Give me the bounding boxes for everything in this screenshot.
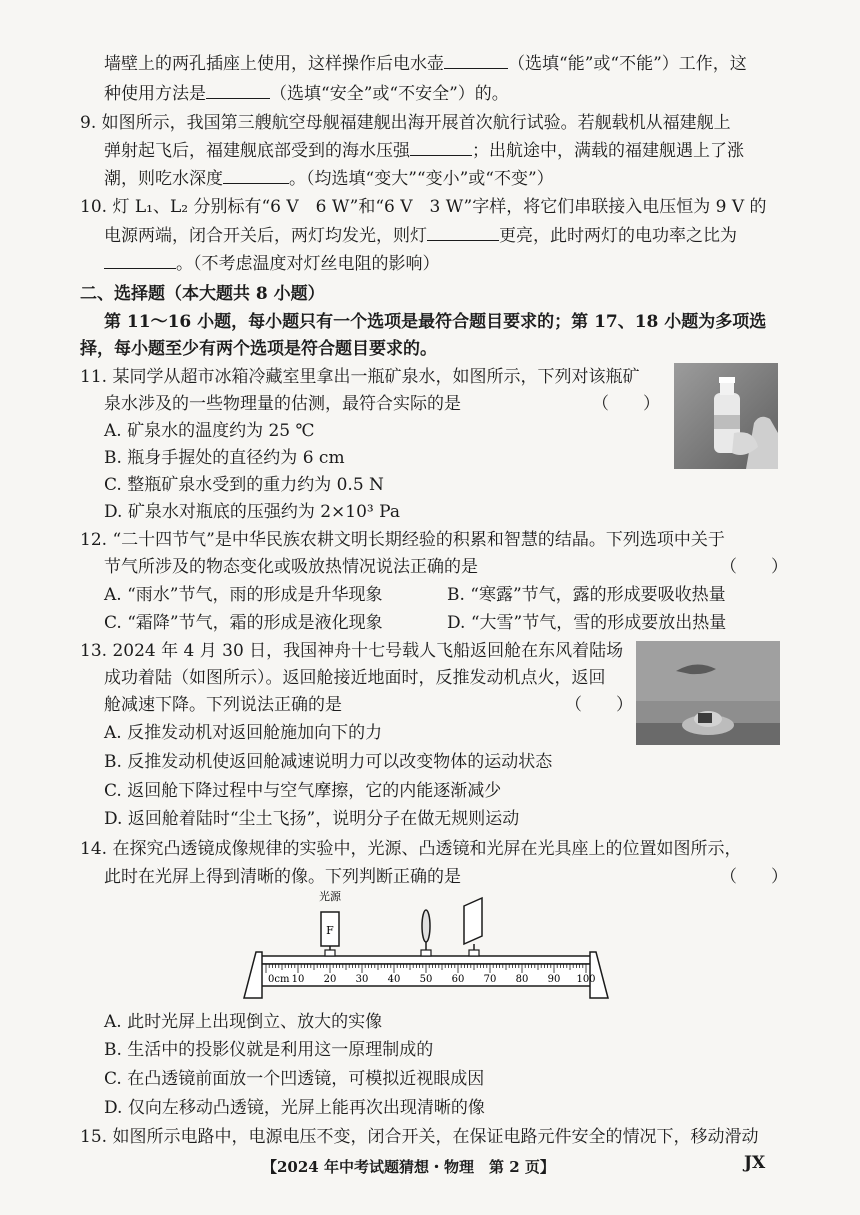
scale-tick-label: 40 bbox=[387, 974, 401, 985]
answer-paren[interactable]: （ ） bbox=[720, 867, 788, 887]
light-source-label: 光源 bbox=[319, 890, 341, 903]
scale-tick-label: 90 bbox=[547, 974, 561, 985]
answer-blank[interactable] bbox=[427, 226, 499, 241]
option-d: D. 矿泉水对瓶底的压强约为 2×10³ Pa bbox=[104, 502, 400, 522]
optical-bench-diagram bbox=[236, 890, 616, 1005]
option-d: D. 仅向左移动凸透镜，光屏上能再次出现清晰的像 bbox=[104, 1098, 485, 1118]
footer-code: JX bbox=[744, 1153, 766, 1173]
light-source-f-label: F bbox=[326, 924, 334, 937]
q10-line3: 。（不考虑温度对灯丝电阻的影响） bbox=[104, 253, 440, 275]
answer-paren[interactable]: （ ） bbox=[565, 695, 633, 715]
option-c: C. 整瓶矿泉水受到的重力约为 0.5 N bbox=[104, 475, 384, 495]
scale-tick-label: 100 bbox=[576, 974, 596, 985]
option-d: D. 返回舱着陆时“尘土飞扬”，说明分子在做无规则运动 bbox=[104, 809, 520, 829]
option-b: B. 生活中的投影仪就是利用这一原理制成的 bbox=[104, 1040, 434, 1060]
answer-blank[interactable] bbox=[206, 84, 270, 99]
q13-stem: 成功着陆（如图所示）。返回舱接近地面时，反推发动机点火，返回 bbox=[104, 668, 606, 688]
option-c: C. “霜降”节气，霜的形成是液化现象 bbox=[104, 613, 383, 633]
q9-line3: 潮，则吃水深度 。（均选填“变大”“变小”或“不变”） bbox=[104, 169, 554, 189]
water-bottle-photo bbox=[674, 363, 778, 469]
q8-line2: 种使用方法是 （选填“安全”或“不安全”）的。 bbox=[104, 84, 509, 104]
convex-lens bbox=[422, 910, 430, 942]
section-title: 二、选择题（本大题共 8 小题） bbox=[80, 284, 325, 304]
option-c: C. 在凸透镜前面放一个凹透镜，可模拟近视眼成因 bbox=[104, 1069, 485, 1089]
scale-tick-label: 70 bbox=[483, 974, 497, 985]
q12-stem: 节气所涉及的物态变化或吸放热情况说法正确的是 bbox=[104, 557, 478, 577]
scale-tick-label: 60 bbox=[451, 974, 465, 985]
q14-stem: 14. 在探究凸透镜成像规律的实验中，光源、凸透镜和光屏在光具座上的位置如图所示， bbox=[80, 839, 742, 859]
option-b: B. 瓶身手握处的直径约为 6 cm bbox=[104, 448, 345, 468]
q8-line1: 墙壁上的两孔插座上使用，这样操作后电水壶 （选填“能”或“不能”）工作，这 bbox=[104, 54, 747, 74]
q11-stem: 11. 某同学从超市冰箱冷藏室里拿出一瓶矿泉水，如图所示，下列对该瓶矿 bbox=[80, 367, 640, 387]
q14-stem: 此时在光屏上得到清晰的像。下列判断正确的是 bbox=[104, 867, 461, 887]
option-a: A. 矿泉水的温度约为 25 ℃ bbox=[104, 421, 315, 441]
scale-tick-label: 30 bbox=[355, 974, 369, 985]
scale-tick-label: 0cm bbox=[268, 974, 290, 985]
page-footer: 【2024 年中考试题猜想・物理 第 2 页】 bbox=[262, 1158, 555, 1176]
q15-stem: 15. 如图所示电路中，电源电压不变，闭合开关，在保证电路元件安全的情况下，移动滑动 bbox=[80, 1127, 759, 1147]
scale-tick-label: 50 bbox=[419, 974, 433, 985]
scale-tick-label: 20 bbox=[323, 974, 337, 985]
option-a: A. “雨水”节气，雨的形成是升华现象 bbox=[104, 585, 383, 605]
q13-stem: 舱减速下降。下列说法正确的是 bbox=[104, 695, 342, 715]
q11-stem: 泉水涉及的一些物理量的估测，最符合实际的是 bbox=[104, 394, 461, 414]
section-instructions: 择，每小题至少有两个选项是符合题目要求的。 bbox=[80, 339, 437, 359]
section-instructions: 第 11～16 小题，每小题只有一个选项是最符合题目要求的；第 17、18 小题为多项选 bbox=[104, 312, 767, 332]
q9-line2: 弹射起飞后，福建舰底部受到的海水压强 ；出航途中，满载的福建舰遇上了涨 bbox=[104, 141, 744, 161]
answer-blank[interactable] bbox=[444, 54, 508, 69]
answer-blank[interactable] bbox=[410, 141, 472, 156]
option-a: A. 此时光屏上出现倒立、放大的实像 bbox=[104, 1012, 383, 1032]
option-b: B. “寒露”节气，露的形成要吸收热量 bbox=[447, 585, 726, 605]
q13-stem: 13. 2024 年 4 月 30 日，我国神舟十七号载人飞船返回舱在东风着陆场 bbox=[80, 641, 624, 661]
landing-capsule-photo bbox=[636, 641, 780, 745]
scale-tick-label: 10 bbox=[291, 974, 305, 985]
q10-line1: 10. 灯 L₁、L₂ 分别标有“6 V 6 W”和“6 V 3 W”字样，将它们串联接入电压恒为 9 V 的 bbox=[80, 197, 767, 217]
scale-tick-label: 80 bbox=[515, 974, 529, 985]
option-a: A. 反推发动机对返回舱施加向下的力 bbox=[104, 723, 383, 743]
q9-line1: 9. 如图所示，我国第三艘航空母舰福建舰出海开展首次航行试验。若舰载机从福建舰上 bbox=[80, 113, 731, 133]
q12-stem: 12. “二十四节气”是中华民族农耕文明长期经验的积累和智慧的结晶。下列选项中关于 bbox=[80, 530, 725, 550]
answer-blank[interactable] bbox=[223, 169, 289, 184]
option-b: B. 反推发动机使返回舱减速说明力可以改变物体的运动状态 bbox=[104, 752, 553, 772]
answer-blank[interactable] bbox=[104, 254, 176, 269]
option-d: D. “大雪”节气，雪的形成要放出热量 bbox=[447, 613, 727, 633]
light-screen bbox=[464, 898, 482, 944]
q10-line2: 电源两端，闭合开关后，两灯均发光，则灯 更亮，此时两灯的电功率之比为 bbox=[104, 226, 737, 246]
option-c: C. 返回舱下降过程中与空气摩擦，它的内能逐渐减少 bbox=[104, 781, 502, 801]
answer-paren[interactable]: （ ） bbox=[720, 557, 788, 577]
answer-paren[interactable]: （ ） bbox=[592, 394, 660, 414]
